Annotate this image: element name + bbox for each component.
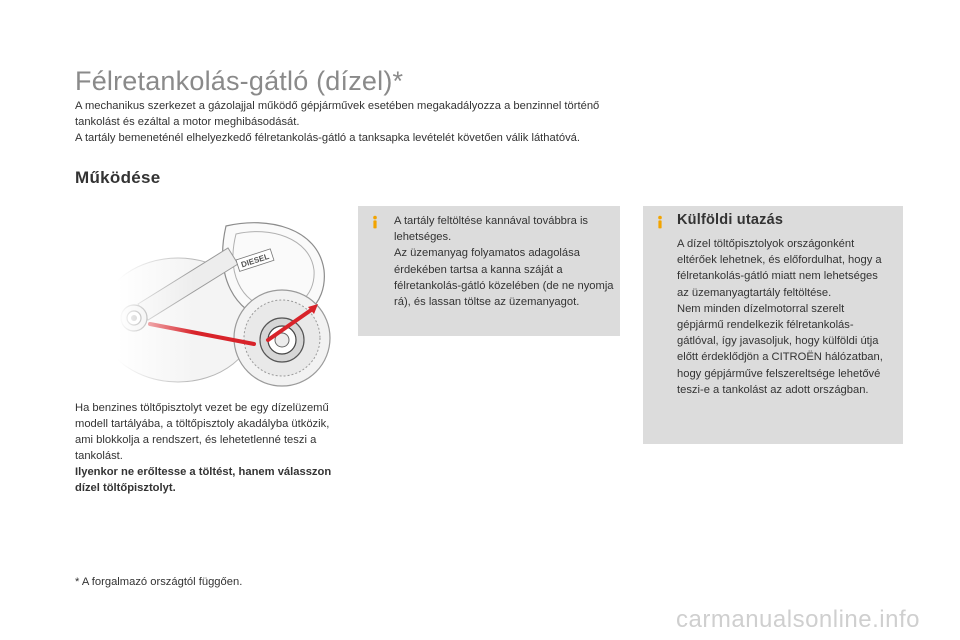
info-box-text bbox=[677, 236, 892, 398]
info-box-travel-abroad bbox=[643, 206, 903, 444]
info-box-text bbox=[394, 213, 616, 310]
intro-paragraph: A mechanikus szerkezet a gázolajjal működő gépjárművek esetében megakadályozza a benzinnel történő tankolást és ezáltal a motor meghibásodását. bbox=[75, 100, 600, 128]
info-icon bbox=[368, 215, 382, 229]
info-box-heading: Külföldi utazás bbox=[677, 212, 784, 228]
intro-text bbox=[75, 98, 645, 146]
info-line: A tartály feltöltése kannával továbbra is lehetséges. bbox=[394, 215, 589, 244]
warning-text: Ilyenkor ne erőltesse a töltést, hanem válasszon dízel töltőpisztolyt. bbox=[75, 466, 332, 494]
fuel-filler-drawing bbox=[118, 208, 336, 390]
fuel-filler-illustration bbox=[118, 208, 336, 390]
misfuel-explanation bbox=[75, 400, 335, 496]
explanation-paragraph: Ha benzines töltőpisztolyt vezet be egy dízelüzemű modell tartályába, a töltőpisztoly akadályba ütközik, ami blokkolja a rendszert, és lehetetlenné teszi a tankolást. bbox=[75, 402, 330, 462]
intro-paragraph: A tartály bemeneténél elhelyezkedő félretankolás-gátló a tanksapka levételét követően válik láthatóvá. bbox=[75, 132, 580, 144]
page-title: Félretankolás-gátló (dízel)* bbox=[75, 66, 404, 96]
info-line: Az üzemanyag folyamatos adagolása érdekében tartsa a kanna száját a félretankolás-gátló közelében (de ne nyomja rá), és lassan töltse az üzemanyagot. bbox=[394, 247, 614, 309]
info-line: Nem minden dízelmotorral szerelt gépjármű rendelkezik félretankolás-gátlóval, így javasoljuk, hogy külföldi útja előtt érdeklődjön a CITROËN hálózatban, hogy gépjárműve felszereltsége lehetővé teszi-e a tankolást az adott országban. bbox=[677, 302, 883, 396]
info-line: A dízel töltőpisztolyok országonként eltérőek lehetnek, és előfordulhat, hogy a félretankolás-gátló miatt nem lehetséges az üzemanyagtartály feltöltése. bbox=[677, 238, 882, 299]
footnote: * A forgalmazó országtól függően. bbox=[75, 576, 243, 588]
section-heading: Működése bbox=[75, 168, 161, 187]
info-icon bbox=[653, 215, 667, 229]
info-box-jerrycan bbox=[358, 206, 620, 336]
watermark: carmanualsonline.info bbox=[676, 606, 920, 633]
